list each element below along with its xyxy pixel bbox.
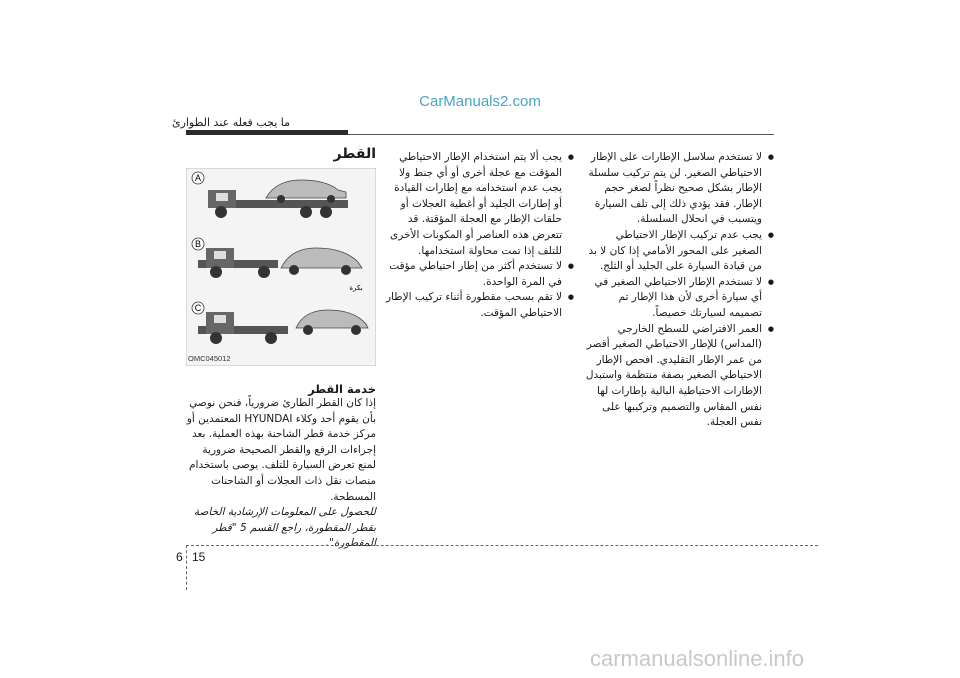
header-bar [186, 130, 348, 135]
figure-code: OMC045012 [188, 354, 231, 363]
watermark-bottom: carmanualsonline.info [590, 646, 805, 671]
towing-figure [186, 168, 376, 366]
section-title: القطر [333, 146, 376, 162]
bullet-item: ● يجب عدم تركيب الإطار الاحتياطي الصغير على المحور الأمامي إذا كان لا بد من قيادة السيارة على الجليد أو الثلج. [584, 228, 774, 275]
bullet-item: ● لا تستخدم أكثر من إطار احتياطي مؤقت في المرة الواحدة. [384, 259, 574, 290]
column-right [584, 150, 774, 431]
subheading: خدمة القطر [308, 382, 376, 396]
body-paragraph [186, 396, 376, 552]
bullet-item: ● يجب ألا يتم استخدام الإطار الاحتياطي المؤقت مع عجلة أخرى أو أي جنط ولا يجب عدم استخدامه مع إطارات القيادة أو إطارات الجليد أو أغطية العجلات أو حلقات الإطار مع العجلة المؤقتة. قد تتعرض هذه العناصر أو المكونات الأخرى للتلف إذا تمت محاولة استخدامها. [384, 150, 574, 259]
footer-rule [186, 545, 818, 546]
figure-label-b: B [194, 239, 202, 249]
bullet-item: ● العمر الافتراضي للسطح الخارجي (المداس) للإطار الاحتياطي الصغير أقصر من عمر الإطار التقليدي. افحص الإطار الاحتياطي الصغير بصفة منتظمة واستبدل الإطارات الاحتياطية البالية بإطارات لها نفس المقاس والتصميم وتركيبها على نفس العجلة. [584, 322, 774, 431]
towing-illustration [186, 168, 376, 366]
bullet-item: ● لا تستخدم سلاسل الإطارات على الإطار الاحتياطي الصغير. لن يتم تركيب سلسلة الإطار بشكل صحيح نظراً لصغر حجم الإطار. فقد يؤدي ذلك إلى تلف السيارة ويتسبب في انحلال السلسلة. [584, 150, 774, 228]
bullet-item: ● لا تستخدم الإطار الاحتياطي الصغير في أي سيارة أخرى لأن هذا الإطار تم تصميمه لسيارتك خصيصاً. [584, 275, 774, 322]
header-title: ما يجب فعله عند الطوارئ [171, 116, 290, 129]
header-rule [348, 134, 774, 135]
watermark-top: CarManuals2.com [419, 93, 541, 110]
page-number: 15 [192, 550, 206, 564]
body-text: إذا كان القطر الطارئ ضرورياً، فنحن نوصي بأن يقوم أحد وكلاء HYUNDAI المعتمدين أو مركز خدمة قطر الشاحنة بهذه العملية. بعد إجراءات الرفع والقطر الصحيحة ضرورية لمنع تعرض السيارة للتلف. يوصى باستخدام منصات نقل ذات العجلات أو الشاحنات المسطحة. [186, 397, 376, 503]
figure-label-c: C [194, 303, 202, 313]
figure-label-a: A [194, 173, 202, 183]
column-middle [384, 150, 574, 322]
body-italic-note: للحصول على المعلومات الإرشادية الخاصة بقطر المقطورة، راجع القسم 5 "قطر المقطورة". [193, 506, 376, 550]
bullet-item: ● لا تقم بسحب مقطورة أثناء تركيب الإطار الاحتياطي المؤقت. [384, 290, 574, 321]
figure-annotation: بكرة [349, 284, 363, 292]
footer-vertical-rule [186, 545, 187, 590]
page-section: 6 [176, 550, 183, 564]
